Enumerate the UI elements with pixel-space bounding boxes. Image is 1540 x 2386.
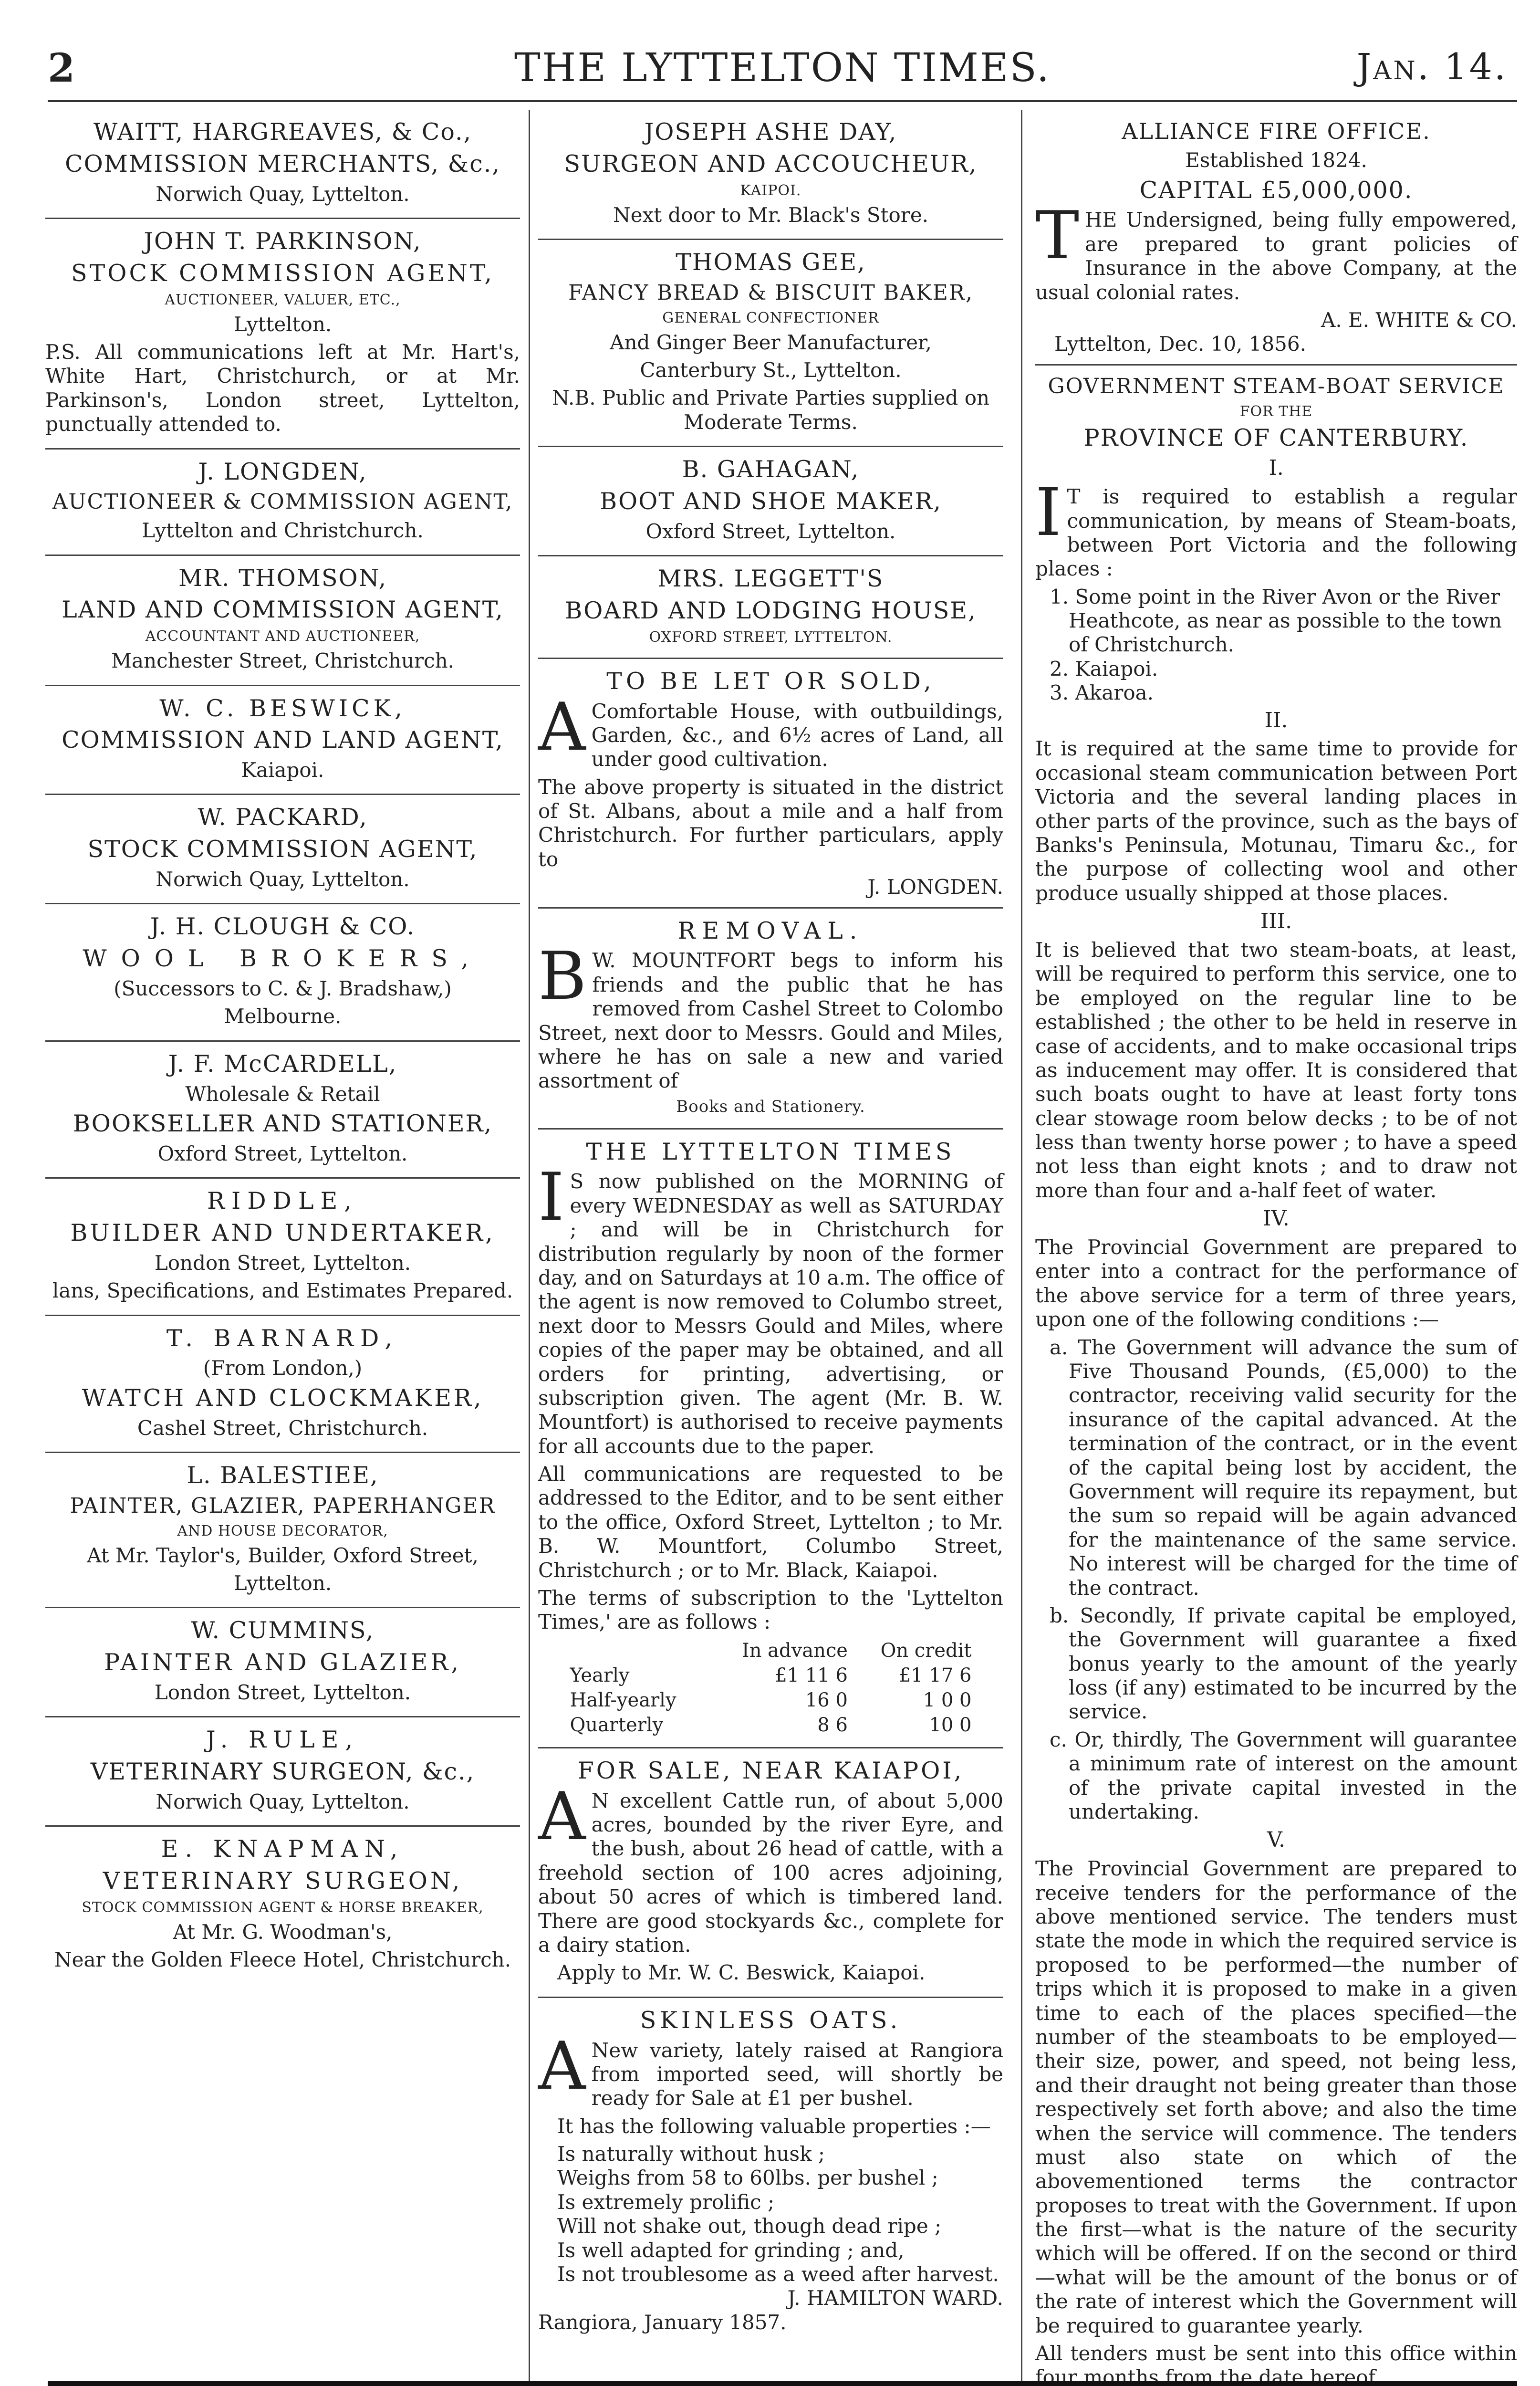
column-3 <box>1035 110 1517 2386</box>
ad-body: Comfortable House, with outbuildings, Garden, &c., and 6½ acres of Land, all under good cultivation. <box>591 699 1003 771</box>
ad-address: At Mr. G. Woodman's, <box>173 1920 393 1944</box>
section-body: It is required at the same time to provide for occasional steam communication between Port Victoria and the several landing places in other parts of the province, such as the bays of Banks's Peninsula, Motunau, Timaru &c., for the purpose of collecting wool and other produce usually shipped at those places. <box>1035 737 1517 905</box>
ad-thomson <box>45 556 520 686</box>
row-label: Yearly <box>570 1664 630 1686</box>
section-body: The Provincial Government are prepared to enter into a contract for the performance of the above service for a term of three years, upon one of the following conditions :— <box>1035 1235 1517 1331</box>
ad-name: T. BARNARD, <box>166 1324 399 1352</box>
list-item: 1. Some point in the River Avon or the River Heathcote, as near as possible to the town of Christchurch. <box>1050 585 1502 657</box>
ad-note: P.S. All communications left at Mr. Hart's, White Hart, Christchurch, or at Mr. Parkinson's, London street, Lyttelton, punctually attended to. <box>45 340 520 436</box>
ad-address: Norwich Quay, Lyttelton. <box>156 1790 410 1813</box>
conditions-list <box>1035 1336 1517 1824</box>
ad-place: Lyttelton. <box>233 312 332 336</box>
ad-signature: A. E. WHITE & CO. <box>1321 308 1517 332</box>
ad-clough <box>45 904 520 1041</box>
ad-note: lans, Specifications, and Estimates Prepared. <box>52 1279 513 1303</box>
column-divider <box>1021 110 1022 2381</box>
ad-beswick <box>45 686 520 795</box>
ad-packard <box>45 795 520 904</box>
section-body: All tenders must be sent into this office within four months from the date hereof. <box>1035 2342 1517 2386</box>
ad-sub: ACCOUNTANT AND AUCTIONEER, <box>145 628 420 645</box>
ad-name: B. GAHAGAN, <box>682 456 860 483</box>
ad-trade: VETERINARY SURGEON, &c., <box>90 1758 475 1786</box>
ad-heading: SKINLESS OATS. <box>640 2006 902 2034</box>
ad-address: Norwich Quay, Lyttelton. <box>156 868 410 891</box>
ad-mccardell <box>45 1042 520 1179</box>
ad-sub: AND HOUSE DECORATOR, <box>177 1522 388 1539</box>
ad-date: Lyttelton, Dec. 10, 1856. <box>1054 332 1306 356</box>
ad-gahagan <box>538 447 1003 556</box>
ad-title: GOVERNMENT STEAM-BOAT SERVICE <box>1048 374 1505 398</box>
ad-body: New variety, lately raised at Rangiora from imported seed, will shortly be ready for Sale at £1 per bushel. <box>591 2038 1003 2110</box>
ad-trade: WATCH AND CLOCKMAKER, <box>82 1384 484 1412</box>
ad-name: W. CUMMINS, <box>191 1617 375 1644</box>
ad-body: S now published on the MORNING of every WEDNESDAY as well as SATURDAY ; and will be in Christchurch for distribution regularly by noon of the former day, and on Saturdays at 10 a.m. The office of the agent is now removed to Columbo street, next door to Messrs Gould and Miles, where copies of the paper may be obtained, and all orders for printing, advertising, or subscription given. The agent (Mr. B. W. Mountfort) is authorised to receive payments for all accounts due to the paper. <box>538 1170 1003 1458</box>
ad-province: PROVINCE OF CANTERBURY. <box>1083 424 1469 451</box>
ad-name: W. C. BESWICK, <box>159 694 406 722</box>
subscription-table <box>566 1638 976 1737</box>
table-row <box>566 1663 976 1688</box>
ad-trade: BOOKSELLER AND STATIONER, <box>73 1110 493 1138</box>
ad-address: Lyttelton. <box>233 1571 332 1595</box>
section-number: II. <box>1264 708 1288 733</box>
ad-signature: J. LONGDEN. <box>867 875 1003 899</box>
ad-items: Books and Stationery. <box>676 1097 865 1116</box>
ad-from: (From London,) <box>203 1356 363 1380</box>
list-item: Is well adapted for grinding ; and, <box>557 2238 905 2262</box>
ad-address: Oxford Street, Lyttelton. <box>645 519 896 543</box>
list-item: a. The Government will advance the sum of Five Thousand Pounds, (£5,000) to the contractor, receiving valid security for the insurance of the capital advanced. At the termination of the contract, or in the event of the capital being lost by accident, the Government will require its repayment, but the sum so repaid will be again advanced for the maintenance of the same service. No interest will be charged for the time of the contract. <box>1050 1335 1517 1600</box>
ad-place: Rangiora, January 1857. <box>538 2310 787 2334</box>
ad-body: HE Undersigned, being fully empowered, are prepared to grant policies of Insurance in the above Company, at the usual colonial rates. <box>1035 208 1517 304</box>
ad-address: Lyttelton and Christchurch. <box>142 519 424 543</box>
list-item: Is naturally without husk ; <box>557 2142 825 2166</box>
ad-sub: AUCTIONEER, VALUER, ETC., <box>165 291 401 308</box>
column-header: In advance <box>741 1639 848 1662</box>
ad-line: And Ginger Beer Manufacturer, <box>610 330 932 354</box>
ad-capital: CAPITAL £5,000,000. <box>1139 176 1413 204</box>
ad-skinless-oats <box>538 1998 1003 2342</box>
issue-date: Jan. 14. <box>1356 45 1508 88</box>
ad-trade: VETERINARY SURGEON, <box>103 1867 463 1895</box>
ad-for: FOR THE <box>1239 403 1313 420</box>
ad-established: Established 1824. <box>1185 148 1367 172</box>
section-number: IV. <box>1263 1206 1290 1231</box>
cell-advance: 16 0 <box>805 1689 848 1711</box>
list-item: Is not troublesome as a weed after harvest. <box>557 2262 999 2286</box>
cell-advance: 8 6 <box>817 1714 848 1736</box>
ad-body: W. MOUNTFORT begs to inform his friends and the public that he has removed from Cashel Street to Colombo Street, next door to Messrs. Gould and Miles, where he has on sale a new and varied assortment of <box>538 949 1003 1093</box>
ad-name: MRS. LEGGETT'S <box>657 565 884 593</box>
ad-address: Cashel Street, Christchurch. <box>137 1416 428 1440</box>
ad-address: Next door to Mr. Black's Store. <box>613 203 929 227</box>
cell-credit: 10 0 <box>929 1714 972 1736</box>
masthead-title: THE LYTTELTON TIMES. <box>514 45 1051 91</box>
table-row <box>566 1713 976 1737</box>
ad-note: N.B. Public and Private Parties supplied on Moderate Terms. <box>551 386 990 434</box>
ad-removal <box>538 909 1003 1130</box>
ad-name: W. PACKARD, <box>198 804 368 831</box>
column-header: On credit <box>880 1639 972 1662</box>
ad-address: OXFORD STREET, LYTTELTON. <box>649 628 893 646</box>
drop-cap: T <box>1035 197 1080 274</box>
ad-sub: STOCK COMMISSION AGENT & HORSE BREAKER, <box>82 1899 484 1916</box>
drop-cap: A <box>538 2027 586 2104</box>
ad-name: E. KNAPMAN, <box>161 1835 405 1863</box>
ad-trade: PAINTER AND GLAZIER, <box>104 1649 461 1676</box>
ad-cummins <box>45 1608 520 1717</box>
ad-successors: (Successors to C. & J. Bradshaw,) <box>114 977 452 1001</box>
ad-knapman <box>45 1827 520 1983</box>
ad-address: Norwich Quay, Lyttelton. <box>156 182 410 206</box>
ad-rule <box>45 1717 520 1827</box>
ad-trade: STOCK COMMISSION AGENT, <box>87 836 478 863</box>
ad-lyttelton-times <box>538 1130 1003 1748</box>
ad-name: MR. THOMSON, <box>178 564 387 592</box>
ad-address: London Street, Lyttelton. <box>154 1680 411 1704</box>
list-item: b. Secondly, If private capital be employed, the Government will guarantee a fixed bonus yearly to the amount of the yearly loss (if any) estimated to be incurred by the service. <box>1050 1603 1517 1724</box>
cell-credit: £1 17 6 <box>898 1664 972 1686</box>
ad-body: The terms of subscription to the 'Lyttelton Times,' are as follows : <box>538 1586 1003 1634</box>
ad-sub: GENERAL CONFECTIONER <box>662 309 879 326</box>
ad-name: WAITT, HARGREAVES, & Co., <box>93 118 472 146</box>
ad-trade: BOARD AND LODGING HOUSE, <box>565 596 977 624</box>
ad-trade: BUILDER AND UNDERTAKER, <box>70 1219 495 1247</box>
ad-barnard <box>45 1316 520 1453</box>
column-2 <box>538 110 1003 2362</box>
ad-heading: REMOVAL. <box>677 917 864 944</box>
ad-trade: LAND AND COMMISSION AGENT, <box>62 596 504 624</box>
ad-trade: COMMISSION MERCHANTS, &c., <box>65 150 500 178</box>
table-header <box>566 1638 976 1663</box>
properties-list <box>538 2142 1003 2286</box>
ad-name: J. H. CLOUGH & CO. <box>150 913 416 941</box>
ad-line: Wholesale & Retail <box>185 1082 380 1106</box>
list-item: 2. Kaiapoi. <box>1050 657 1158 680</box>
ad-trade: AUCTIONEER & COMMISSION AGENT, <box>52 490 513 514</box>
ad-leggett <box>538 556 1003 659</box>
section-number: I. <box>1269 456 1284 481</box>
ad-trade: WOOL BROKERS, <box>83 945 483 973</box>
row-label: Half-yearly <box>570 1689 676 1711</box>
ad-trade: SURGEON AND ACCOUCHEUR, <box>564 150 978 178</box>
ad-intro: It has the following valuable properties :— <box>557 2114 991 2138</box>
ad-for-sale <box>538 1748 1003 1998</box>
ad-trade: FANCY BREAD & BISCUIT BAKER, <box>568 280 973 305</box>
ad-alliance <box>1035 110 1517 366</box>
ad-balestiee <box>45 1453 520 1608</box>
drop-cap: I <box>538 1159 564 1236</box>
table-row <box>566 1688 976 1713</box>
list-item: Weighs from 58 to 60lbs. per bushel ; <box>557 2166 938 2190</box>
ad-waitt <box>45 110 520 219</box>
ad-riddle <box>45 1179 520 1316</box>
column-1 <box>45 110 520 2362</box>
ad-trade: STOCK COMMISSION AGENT, <box>71 259 494 287</box>
ad-heading: FOR SALE, NEAR KAIAPOI, <box>577 1757 964 1784</box>
section-body: It is believed that two steam-boats, at least, will be required to perform this service, one to be employed on the regular line to be established ; the other to be held in reserve in case of accidents, and to make occasional trips as inducement may offer. It is considered that such boats ought to have at least forty tons clear stowage room below decks ; to be of not less than twenty horse power ; to have a speed not less than eight knots ; and to draw not more than four and a-half feet of water. <box>1035 938 1517 1202</box>
drop-cap: B <box>538 938 587 1015</box>
places-list <box>1035 585 1517 705</box>
page-header <box>48 45 1517 98</box>
list-item: 3. Akaroa. <box>1050 681 1154 705</box>
list-item: Is extremely prolific ; <box>557 2190 775 2214</box>
ad-heading: THE LYTTELTON TIMES <box>586 1138 956 1165</box>
ad-longden <box>45 450 520 556</box>
ad-parkinson <box>45 219 520 450</box>
ad-body: The above property is situated in the district of St. Albans, about a mile and a half from Christchurch. For further particulars, apply to <box>538 775 1003 871</box>
section-number: III. <box>1260 909 1292 934</box>
row-label: Quarterly <box>570 1714 664 1736</box>
cell-credit: 1 0 0 <box>923 1689 972 1711</box>
ad-body: All communications are requested to be addressed to the Editor, and to be sent either to the office, Oxford Street, Lyttelton ; to Mr. B. W. Mountfort, Columbo Street, Christchurch ; or to Mr. Black, Kaiapoi. <box>538 1462 1003 1582</box>
ad-address: At Mr. Taylor's, Builder, Oxford Street, <box>87 1543 479 1567</box>
ad-address: London Street, Lyttelton. <box>154 1251 411 1275</box>
drop-cap: A <box>538 688 586 765</box>
ad-trade: BOOT AND SHOE MAKER, <box>600 487 942 515</box>
ad-name: JOHN T. PARKINSON, <box>144 227 422 255</box>
ad-apply: Apply to Mr. W. C. Beswick, Kaiapoi. <box>557 1961 926 1985</box>
ad-name: J. RULE, <box>206 1726 360 1754</box>
ad-trade: COMMISSION AND LAND AGENT, <box>62 726 504 754</box>
ad-body: N excellent Cattle run, of about 5,000 acres, bounded by the river Eyre, and the bush, about 26 head of cattle, with a freehold section of 100 acres adjoining, about 50 acres of which is timbered land. There are good stockyards &c., complete for a dairy station. <box>538 1789 1003 1957</box>
section-body: The Provincial Government are prepared to receive tenders for the performance of the above mentioned service. The tenders must state the mode in which the required service is proposed to be performed—the number of trips which it is proposed to make in a given time to each of the places specified—the number of the steamboats to be employed—their size, power, and speed, not being less, and their draught not being greater than those respectively set forth above; and also the time when the service will commence. The tenders must also state on which of the abovementioned terms the contractor proposes to treat with the Government. If upon the first—what is the nature of the security which will be offered. If on the second or third—what will be the amount of the bonus or of the rate of interest which the Government will be required to guarantee yearly. <box>1035 1857 1517 2337</box>
ad-day <box>538 110 1003 240</box>
ad-trade: PAINTER, GLAZIER, PAPERHANGER <box>70 1493 496 1518</box>
ad-heading: TO BE LET OR SOLD, <box>606 667 935 695</box>
column-divider <box>529 110 530 2381</box>
ad-title: ALLIANCE FIRE OFFICE. <box>1122 118 1431 144</box>
ad-address: Oxford Street, Lyttelton. <box>157 1141 408 1165</box>
ad-gee <box>538 240 1003 447</box>
section-number: V. <box>1267 1828 1286 1852</box>
ad-address: Canterbury St., Lyttelton. <box>640 358 902 382</box>
list-item: c. Or, thirdly, The Government will guarantee a minimum rate of interest on the amount of the private capital invested in the undertaking. <box>1050 1727 1517 1824</box>
drop-cap: I <box>1035 474 1061 551</box>
ad-name: RIDDLE, <box>207 1187 358 1215</box>
ad-name: J. F. McCARDELL, <box>168 1050 397 1078</box>
ad-name: L. BALESTIEE, <box>187 1461 379 1489</box>
header-rule <box>48 100 1517 102</box>
ad-address: Near the Golden Fleece Hotel, Christchurch. <box>54 1948 511 1972</box>
ad-address: Kaiapoi. <box>241 758 324 782</box>
ad-to-let <box>538 659 1003 909</box>
page-number: 2 <box>48 45 75 91</box>
ad-name: J. LONGDEN, <box>198 458 367 485</box>
ad-address: Manchester Street, Christchurch. <box>111 649 454 673</box>
section-body: T is required to establish a regular communication, by means of Steam-boats, between Port Victoria and the following places : <box>1035 485 1517 581</box>
drop-cap: A <box>538 1778 586 1855</box>
ad-name: THOMAS GEE, <box>676 248 866 276</box>
footer-rule <box>48 2381 1517 2386</box>
ad-government-steamboat <box>1035 366 1517 2386</box>
ad-name: JOSEPH ASHE DAY, <box>644 118 897 146</box>
ad-address: Melbourne. <box>224 1005 342 1028</box>
ad-signature: J. HAMILTON WARD. <box>787 2286 1003 2310</box>
cell-advance: £1 11 6 <box>775 1664 848 1686</box>
ad-place: KAIPOI. <box>740 182 801 199</box>
list-item: Will not shake out, though dead ripe ; <box>557 2214 942 2238</box>
